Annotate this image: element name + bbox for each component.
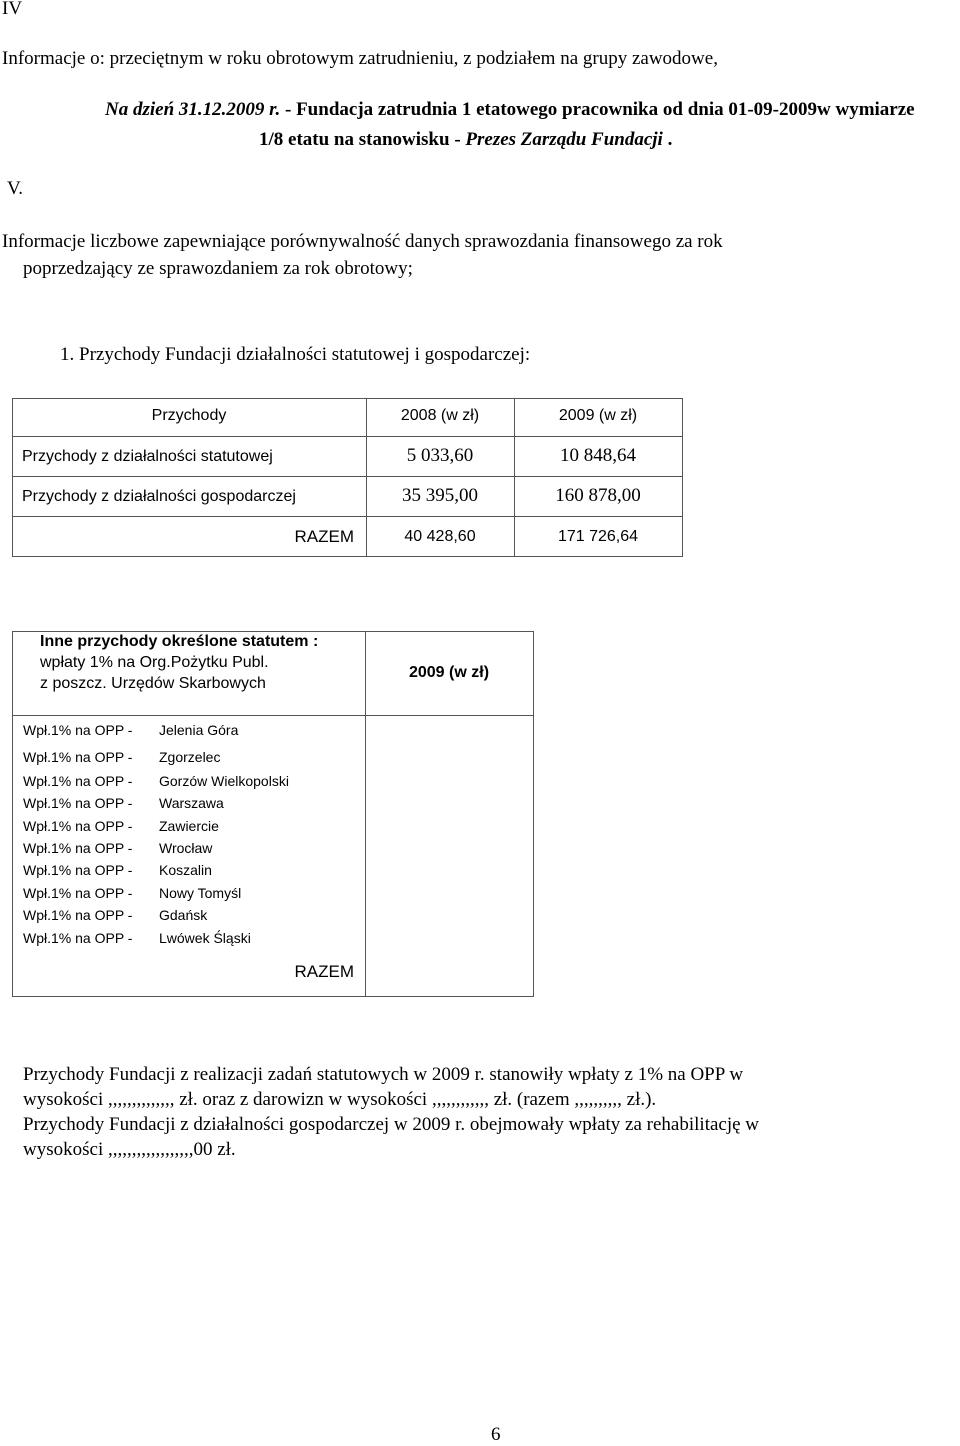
- opp-row-office: Lwówek Śląski: [159, 930, 251, 946]
- section-v-item-1: 1. Przychody Fundacji działalności statutowej i gospodarczej:: [60, 344, 531, 365]
- section-v-heading-1: Informacje liczbowe zapewniające porównywalność danych sprawozdania finansowego za rok: [2, 231, 723, 252]
- opp-row-office: Jelenia Góra: [159, 722, 239, 738]
- revenue-total-2008: 40 428,60: [404, 528, 476, 545]
- revenue-header-category: Przychody: [151, 407, 227, 424]
- opp-row-prefix: Wpł.1% na OPP -: [23, 722, 133, 738]
- revenue-header-2009: 2009 (w zł): [558, 407, 638, 424]
- opp-row: [23, 818, 219, 834]
- revenue-row-business-label: Przychody z działalności gospodarczej: [22, 488, 296, 505]
- opp-row-office: Nowy Tomyśl: [159, 885, 242, 901]
- opp-row-office: Koszalin: [159, 862, 212, 878]
- revenue-row-business-2008: 35 395,00: [402, 485, 478, 506]
- opp-row-prefix: Wpł.1% na OPP -: [23, 749, 133, 765]
- employment-position-prefix: 1/8 etatu na stanowisku -: [259, 129, 466, 150]
- opp-row-prefix: Wpł.1% na OPP -: [23, 862, 133, 878]
- employment-position: Prezes Zarządu Fundacji: [465, 129, 663, 150]
- opp-row-prefix: Wpł.1% na OPP -: [23, 930, 133, 946]
- opp-row: [23, 930, 251, 946]
- revenue-row-business-2009: 160 878,00: [555, 485, 641, 506]
- opp-header-year: 2009 (w zł): [408, 664, 490, 681]
- opp-row: [23, 885, 241, 901]
- section-iv-number: IV: [2, 0, 23, 19]
- opp-row-office: Gdańsk: [159, 907, 208, 923]
- opp-row-prefix: Wpł.1% na OPP -: [23, 795, 133, 811]
- opp-header-line-3: z poszcz. Urzędów Skarbowych: [40, 675, 266, 692]
- section-iv-heading: Informacje o: przeciętnym w roku obrotowym zatrudnieniu, z podziałem na grupy zawodowe,: [2, 48, 718, 69]
- opp-header-line-2: wpłaty 1% na Org.Pożytku Publ.: [40, 654, 269, 671]
- opp-row: [23, 907, 207, 923]
- revenue-row-statutory-label: Przychody z działalności statutowej: [22, 448, 273, 465]
- opp-row-office: Gorzów Wielkopolski: [159, 773, 289, 789]
- revenue-header-2008: 2008 (w zł): [400, 407, 480, 424]
- opp-total-label: RAZEM: [294, 962, 354, 981]
- opp-table: [12, 631, 534, 997]
- revenue-row-statutory-2008: 5 033,60: [406, 445, 474, 466]
- opp-row: [23, 773, 289, 789]
- opp-row-prefix: Wpł.1% na OPP -: [23, 773, 133, 789]
- revenue-table: [12, 398, 683, 557]
- employment-date: Na dzień 31.12.2009 r.: [105, 99, 281, 120]
- summary-line-3: Przychody Fundacji z działalności gospodarczej w 2009 r. obejmowały wpłaty za rehabilitację w: [23, 1114, 760, 1135]
- revenue-total-label: RAZEM: [294, 527, 354, 546]
- opp-row: [23, 722, 238, 738]
- opp-row-prefix: Wpł.1% na OPP -: [23, 818, 133, 834]
- employment-position-suffix: .: [662, 129, 673, 150]
- page-number: 6: [491, 1424, 501, 1445]
- summary-line-2: wysokości ,,,,,,,,,,,,,, zł. oraz z darowizn w wysokości ,,,,,,,,,,,, zł. (razem ,,,,,,,,,, zł.).: [23, 1089, 657, 1110]
- revenue-total-2009: 171 726,64: [557, 528, 639, 545]
- opp-row-office: Wrocław: [159, 840, 213, 856]
- opp-header-line-1: Inne przychody określone statutem :: [40, 633, 319, 650]
- opp-row-office: Warszawa: [159, 795, 224, 811]
- opp-row: [23, 795, 224, 811]
- section-v-heading-2: poprzedzający ze sprawozdaniem za rok obrotowy;: [23, 258, 413, 279]
- opp-row-prefix: Wpł.1% na OPP -: [23, 840, 133, 856]
- opp-row: [23, 840, 212, 856]
- summary-line-1: Przychody Fundacji z realizacji zadań statutowych w 2009 r. stanowiły wpłaty z 1% na OPP w: [23, 1064, 744, 1085]
- section-v-number: V.: [7, 178, 24, 199]
- employment-line-1: [105, 99, 915, 121]
- summary-line-4: wysokości ,,,,,,,,,,,,,,,,,,00 zł.: [23, 1139, 236, 1160]
- opp-row-office: Zgorzelec: [159, 749, 221, 765]
- opp-row-prefix: Wpł.1% na OPP -: [23, 885, 133, 901]
- opp-row-prefix: Wpł.1% na OPP -: [23, 907, 133, 923]
- opp-row: [23, 862, 212, 878]
- employment-text: - Fundacja zatrudnia 1 etatowego pracownika od dnia 01-09-2009w wymiarze: [280, 99, 915, 120]
- opp-row: [23, 749, 220, 765]
- opp-row-office: Zawiercie: [159, 818, 219, 834]
- employment-line-2: [259, 129, 672, 151]
- revenue-row-statutory-2009: 10 848,64: [560, 445, 636, 466]
